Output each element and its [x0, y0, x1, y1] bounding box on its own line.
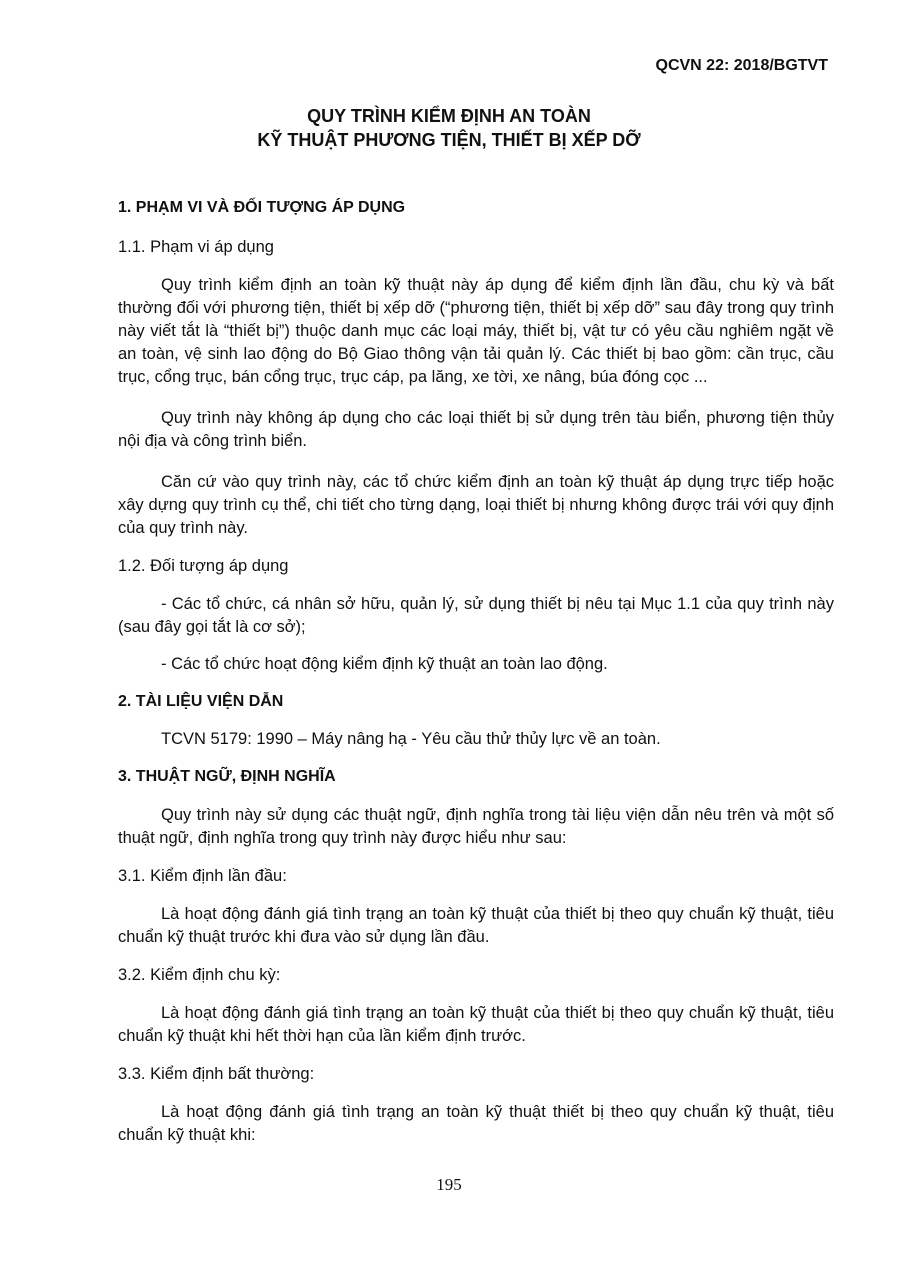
section-1-2-paragraph-1: - Các tổ chức, cá nhân sở hữu, quản lý, sử dụng thiết bị nêu tại Mục 1.1 của quy trình này (sau đây gọi tắt là cơ sở); — [118, 595, 834, 636]
section-1-1-paragraph-3: Căn cứ vào quy trình này, các tổ chức kiểm định an toàn kỹ thuật áp dụng trực tiếp hoặc xây dựng quy trình cụ thể, chi tiết cho từng dạng, loại thiết bị nhưng không được trái với quy định của quy trình này. — [118, 473, 834, 537]
section-3-3-paragraph-1: Là hoạt động đánh giá tình trạng an toàn kỹ thuật thiết bị theo quy chuẩn kỹ thuật, tiêu chuẩn kỹ thuật khi: — [118, 1103, 834, 1144]
section-2-heading: 2. TÀI LIỆU VIỆN DẪN — [118, 693, 284, 710]
section-3-3-heading: 3.3. Kiểm định bất thường: — [118, 1065, 315, 1083]
document-title — [0, 104, 898, 152]
section-1-1-paragraph-2: Quy trình này không áp dụng cho các loại thiết bị sử dụng trên tàu biển, phương tiện thủy nội địa và công trình biển. — [118, 409, 834, 450]
section-1-heading: 1. PHẠM VI VÀ ĐỐI TƯỢNG ÁP DỤNG — [118, 199, 406, 216]
section-3-paragraph-1: Quy trình này sử dụng các thuật ngữ, định nghĩa trong tài liệu viện dẫn nêu trên và một số thuật ngữ, định nghĩa trong quy trình này được hiểu như sau: — [118, 806, 834, 847]
section-3-heading: 3. THUẬT NGỮ, ĐỊNH NGHĨA — [118, 768, 336, 785]
section-1-2-paragraph-2: - Các tổ chức hoạt động kiểm định kỹ thuật an toàn lao động. — [161, 655, 608, 673]
page-number: 195 — [436, 1175, 462, 1194]
section-1-1-heading: 1.1. Phạm vi áp dụng — [118, 238, 274, 256]
document-body — [118, 196, 834, 1147]
section-3-2-paragraph-1: Là hoạt động đánh giá tình trạng an toàn kỹ thuật của thiết bị theo quy chuẩn kỹ thuật, tiêu chuẩn kỹ thuật khi hết thời hạn của lần kiểm định trước. — [118, 1004, 834, 1045]
section-3-2-heading: 3.2. Kiểm định chu kỳ: — [118, 966, 281, 984]
title-line-1: QUY TRÌNH KIỂM ĐỊNH AN TOÀN — [307, 106, 591, 126]
section-1-2-heading: 1.2. Đối tượng áp dụng — [118, 557, 289, 575]
section-2-paragraph-1: TCVN 5179: 1990 – Máy nâng hạ - Yêu cầu thử thủy lực về an toàn. — [161, 730, 661, 748]
section-1-1-paragraph-1: Quy trình kiểm định an toàn kỹ thuật này áp dụng để kiểm định lần đầu, chu kỳ và bất thường đối với phương tiện, thiết bị xếp dỡ (“phương tiện, thiết bị xếp dỡ” sau đây trong quy trình này viết tắt là “thiết bị”) thuộc danh mục các loại máy, thiết bị, vật tư có yêu cầu nghiêm ngặt về an toàn, vệ sinh lao động do Bộ Giao thông vận tải quản lý. Các thiết bị bao gồm: cần trục, cầu trục, cổng trục, bán cổng trục, trục cáp, pa lăng, xe tời, xe nâng, búa đóng cọc ... — [118, 276, 834, 386]
section-3-1-paragraph-1: Là hoạt động đánh giá tình trạng an toàn kỹ thuật của thiết bị theo quy chuẩn kỹ thuật, tiêu chuẩn kỹ thuật trước khi đưa vào sử dụng lần đầu. — [118, 905, 834, 946]
title-line-2: KỸ THUẬT PHƯƠNG TIỆN, THIẾT BỊ XẾP DỠ — [257, 130, 641, 150]
document-code: QCVN 22: 2018/BGTVT — [655, 57, 828, 74]
section-3-1-heading: 3.1. Kiểm định lần đầu: — [118, 867, 287, 885]
